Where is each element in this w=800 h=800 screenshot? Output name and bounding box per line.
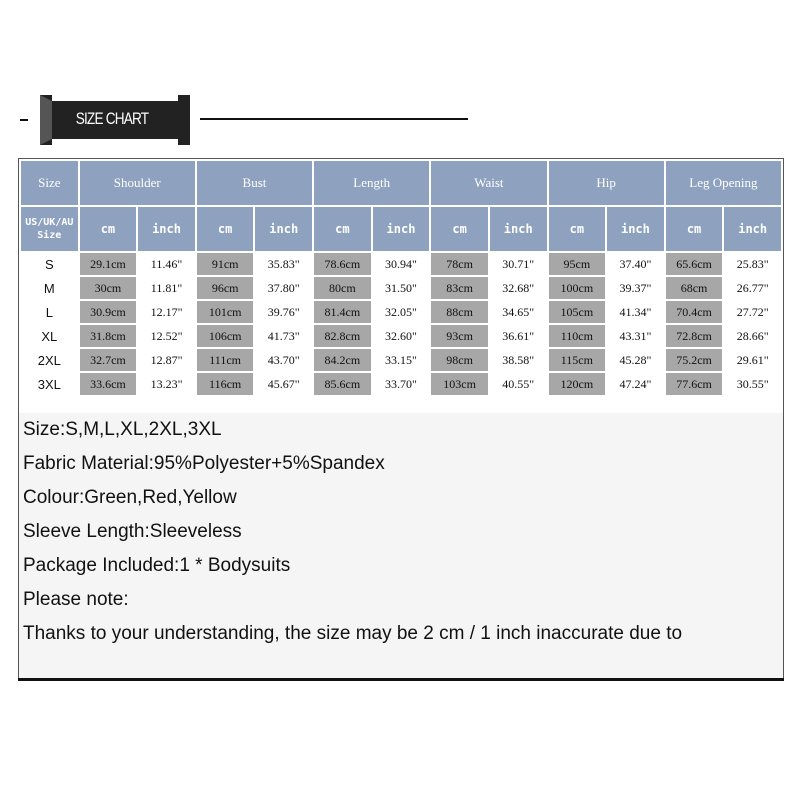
size-table-body (21, 253, 781, 395)
table-row (21, 349, 781, 371)
table-row (21, 325, 781, 347)
inch-value-cell: 30.55" (724, 373, 781, 395)
cm-value-cell: 81.4cm (314, 301, 371, 323)
inch-value-cell: 40.55" (490, 373, 547, 395)
cm-value-cell: 95cm (549, 253, 606, 275)
inch-value-cell: 41.34" (607, 301, 664, 323)
inch-value-cell: 45.28" (607, 349, 664, 371)
inch-value-cell: 43.31" (607, 325, 664, 347)
bottom-border (18, 678, 784, 681)
inch-value-cell: 37.80" (255, 277, 312, 299)
inch-value-cell: 12.87" (138, 349, 195, 371)
unit-cm: cm (549, 207, 606, 251)
inch-value-cell: 29.61" (724, 349, 781, 371)
unit-cm: cm (431, 207, 488, 251)
table-row (21, 253, 781, 275)
cm-value-cell: 115cm (549, 349, 606, 371)
cm-value-cell: 33.6cm (80, 373, 137, 395)
cm-value-cell: 111cm (197, 349, 254, 371)
size-cell: 3XL (21, 373, 78, 395)
inch-value-cell: 33.15" (373, 349, 430, 371)
inch-value-cell: 39.76" (255, 301, 312, 323)
header-hip: Hip (549, 161, 664, 205)
info-note-text: Thanks to your understanding, the size may be 2 cm / 1 inch inaccurate due to (23, 623, 683, 644)
unit-inch: inch (607, 207, 664, 251)
cm-value-cell: 68cm (666, 277, 723, 299)
cm-value-cell: 110cm (549, 325, 606, 347)
inch-value-cell: 26.77" (724, 277, 781, 299)
table-row (21, 277, 781, 299)
inch-value-cell: 41.73" (255, 325, 312, 347)
inch-value-cell: 36.61" (490, 325, 547, 347)
table-row (21, 301, 781, 323)
header-shoulder: Shoulder (80, 161, 195, 205)
cm-value-cell: 30.9cm (80, 301, 137, 323)
inch-value-cell: 38.58" (490, 349, 547, 371)
inch-value-cell: 33.70" (373, 373, 430, 395)
cm-value-cell: 82.8cm (314, 325, 371, 347)
inch-value-cell: 12.17" (138, 301, 195, 323)
inch-value-cell: 32.68" (490, 277, 547, 299)
inch-value-cell: 30.71" (490, 253, 547, 275)
cm-value-cell: 78.6cm (314, 253, 371, 275)
cm-value-cell: 98cm (431, 349, 488, 371)
inch-value-cell: 13.23" (138, 373, 195, 395)
header-size-region: US/UK/AU Size (21, 207, 78, 251)
info-colour: Colour:Green,Red,Yellow (23, 487, 237, 508)
inch-value-cell: 28.66" (724, 325, 781, 347)
cm-value-cell: 80cm (314, 277, 371, 299)
unit-inch: inch (373, 207, 430, 251)
cm-value-cell: 100cm (549, 277, 606, 299)
inch-value-cell: 32.60" (373, 325, 430, 347)
size-cell: S (21, 253, 78, 275)
header-leg-opening: Leg Opening (666, 161, 781, 205)
cm-value-cell: 75.2cm (666, 349, 723, 371)
inch-value-cell: 39.37" (607, 277, 664, 299)
header-waist: Waist (431, 161, 546, 205)
product-info-panel (18, 413, 784, 681)
info-note-title: Please note: (23, 589, 129, 610)
table-unit-row (21, 207, 781, 251)
inch-value-cell: 43.70" (255, 349, 312, 371)
cm-value-cell: 32.7cm (80, 349, 137, 371)
cm-value-cell: 116cm (197, 373, 254, 395)
unit-inch: inch (724, 207, 781, 251)
size-table-container (18, 158, 784, 413)
cm-value-cell: 120cm (549, 373, 606, 395)
inch-value-cell: 11.46" (138, 253, 195, 275)
cm-value-cell: 101cm (197, 301, 254, 323)
inch-value-cell: 35.83" (255, 253, 312, 275)
info-sleeve: Sleeve Length:Sleeveless (23, 521, 242, 542)
size-cell: 2XL (21, 349, 78, 371)
cm-value-cell: 30cm (80, 277, 137, 299)
cm-value-cell: 85.6cm (314, 373, 371, 395)
inch-value-cell: 37.40" (607, 253, 664, 275)
cm-value-cell: 72.8cm (666, 325, 723, 347)
cm-value-cell: 83cm (431, 277, 488, 299)
size-table (19, 159, 783, 397)
size-cell: L (21, 301, 78, 323)
size-chart-header (0, 95, 800, 145)
cm-value-cell: 77.6cm (666, 373, 723, 395)
inch-value-cell: 34.65" (490, 301, 547, 323)
info-sizes: Size:S,M,L,XL,2XL,3XL (23, 419, 222, 440)
inch-value-cell: 47.24" (607, 373, 664, 395)
cm-value-cell: 88cm (431, 301, 488, 323)
header-length: Length (314, 161, 429, 205)
header-size: Size (21, 161, 78, 205)
inch-value-cell: 27.72" (724, 301, 781, 323)
size-cell: XL (21, 325, 78, 347)
unit-cm: cm (314, 207, 371, 251)
cm-value-cell: 91cm (197, 253, 254, 275)
header-rule (200, 118, 468, 120)
info-package: Package Included:1 * Bodysuits (23, 555, 291, 576)
inch-value-cell: 30.94" (373, 253, 430, 275)
unit-cm: cm (197, 207, 254, 251)
cm-value-cell: 29.1cm (80, 253, 137, 275)
cm-value-cell: 96cm (197, 277, 254, 299)
inch-value-cell: 12.52" (138, 325, 195, 347)
inch-value-cell: 32.05" (373, 301, 430, 323)
cm-value-cell: 31.8cm (80, 325, 137, 347)
table-row (21, 373, 781, 395)
unit-inch: inch (255, 207, 312, 251)
size-chart-title: SIZE CHART (75, 109, 149, 128)
cm-value-cell: 84.2cm (314, 349, 371, 371)
inch-value-cell: 11.81" (138, 277, 195, 299)
header-dash (20, 119, 28, 121)
table-header-row (21, 161, 781, 205)
info-fabric: Fabric Material:95%Polyester+5%Spandex (23, 453, 385, 474)
inch-value-cell: 25.83" (724, 253, 781, 275)
unit-inch: inch (138, 207, 195, 251)
header-bust: Bust (197, 161, 312, 205)
cm-value-cell: 93cm (431, 325, 488, 347)
inch-value-cell: 45.67" (255, 373, 312, 395)
unit-cm: cm (80, 207, 137, 251)
inch-value-cell: 31.50" (373, 277, 430, 299)
cm-value-cell: 105cm (549, 301, 606, 323)
cm-value-cell: 70.4cm (666, 301, 723, 323)
unit-inch: inch (490, 207, 547, 251)
size-cell: M (21, 277, 78, 299)
cm-value-cell: 65.6cm (666, 253, 723, 275)
unit-cm: cm (666, 207, 723, 251)
cm-value-cell: 106cm (197, 325, 254, 347)
cm-value-cell: 78cm (431, 253, 488, 275)
cm-value-cell: 103cm (431, 373, 488, 395)
